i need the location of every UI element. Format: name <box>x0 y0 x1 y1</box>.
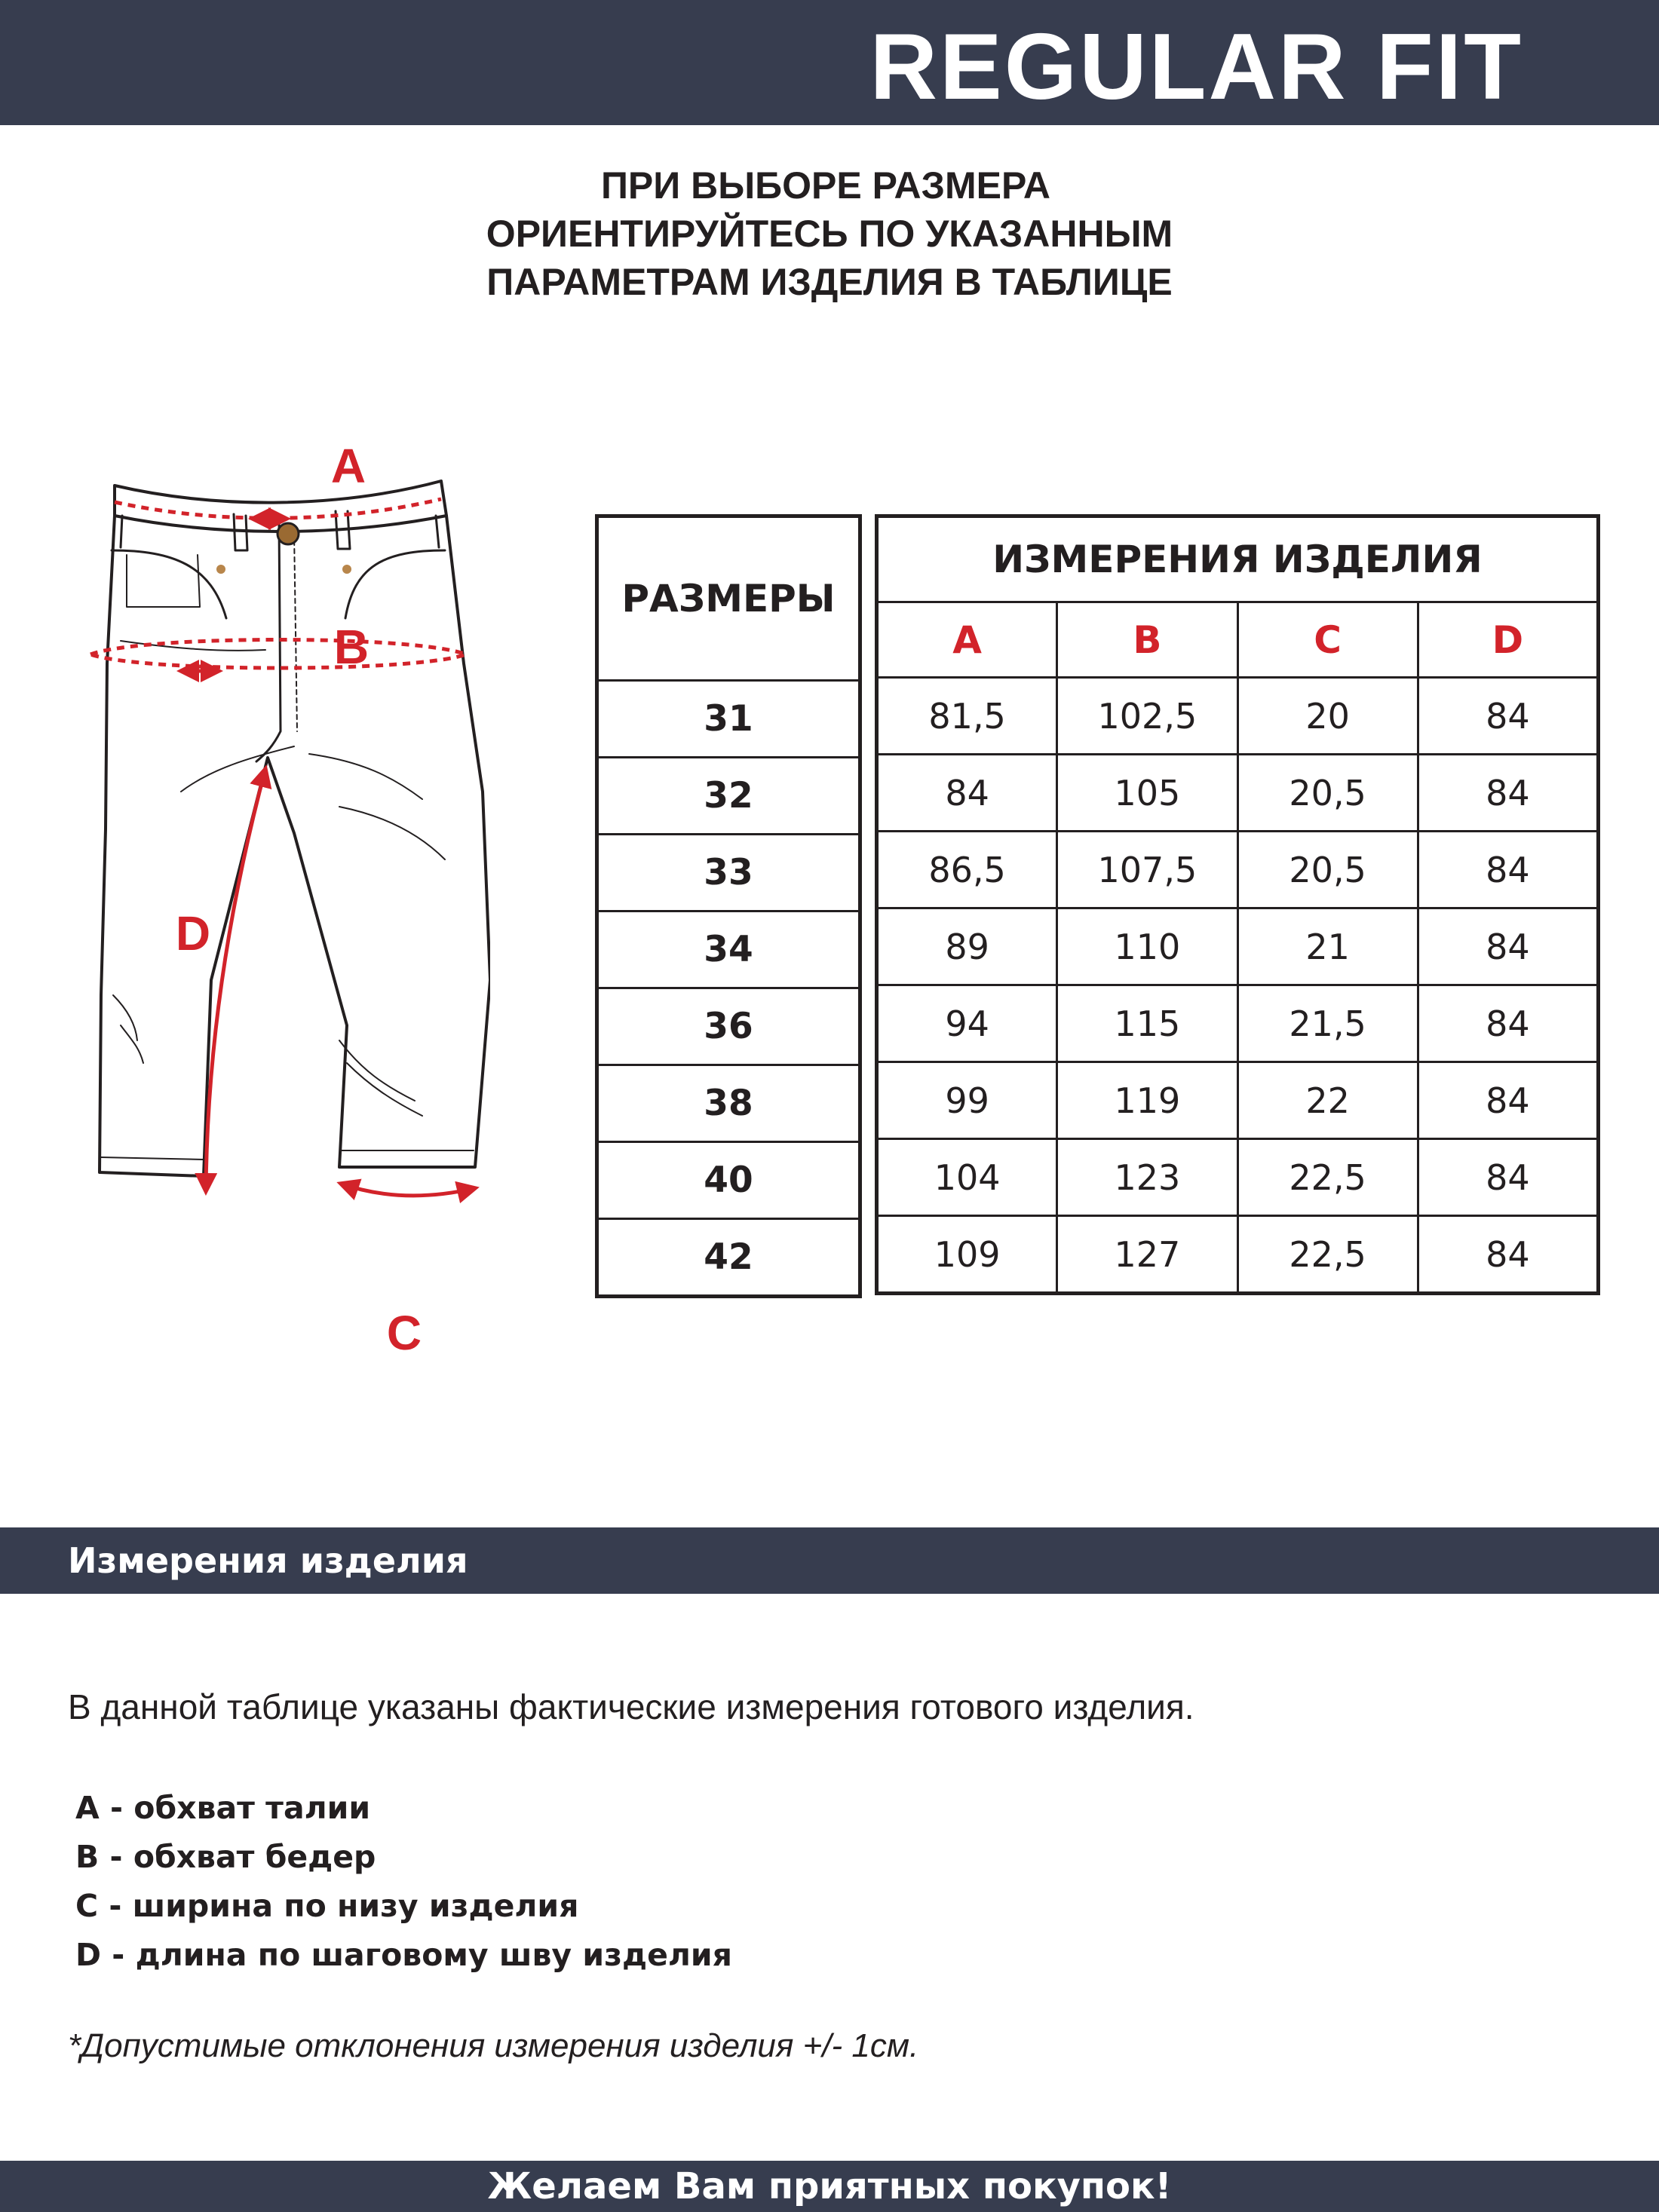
legend-item: C - ширина по низу изделия <box>75 1888 579 1924</box>
rivet-icon <box>342 565 351 574</box>
measurement-cell: 84 <box>1418 1062 1598 1139</box>
measurement-cell: 22,5 <box>1237 1216 1418 1294</box>
instruction-line: ОРИЕНТИРУЙТЕСЬ ПО УКАЗАННЫМ <box>486 213 1173 255</box>
header-band <box>0 0 1659 125</box>
size-instruction <box>0 161 1659 306</box>
table-row <box>877 908 1599 985</box>
size-cell: 31 <box>597 681 860 758</box>
measurement-cell: 21,5 <box>1237 985 1418 1062</box>
column-d-header: D <box>1418 602 1598 678</box>
fit-title: REGULAR FIT <box>869 15 1523 119</box>
marker-d: D <box>175 906 211 960</box>
size-cell: 42 <box>597 1219 860 1297</box>
measurement-cell: 21 <box>1237 908 1418 985</box>
measurement-cell: 84 <box>1418 832 1598 908</box>
measurement-cell: 22 <box>1237 1062 1418 1139</box>
button-icon <box>278 523 299 544</box>
sizes-table <box>595 514 862 1298</box>
measurements-header: ИЗМЕРЕНИЯ ИЗДЕЛИЯ <box>877 516 1599 602</box>
measurement-cell: 119 <box>1057 1062 1237 1139</box>
marker-a: A <box>330 439 366 493</box>
marker-c: C <box>386 1306 422 1360</box>
measurement-cell: 94 <box>877 985 1057 1062</box>
measurement-cell: 84 <box>1418 755 1598 832</box>
size-cell: 32 <box>597 758 860 835</box>
measurement-cell: 84 <box>1418 985 1598 1062</box>
measurement-cell: 86,5 <box>877 832 1057 908</box>
measurement-cell: 89 <box>877 908 1057 985</box>
measurement-cell: 22,5 <box>1237 1139 1418 1216</box>
measurement-cell: 109 <box>877 1216 1057 1294</box>
measurement-cell: 20,5 <box>1237 832 1418 908</box>
size-cell: 36 <box>597 988 860 1065</box>
column-c-header: C <box>1237 602 1418 678</box>
measurement-cell: 105 <box>1057 755 1237 832</box>
measurement-cell: 123 <box>1057 1139 1237 1216</box>
legend-item: D - длина по шаговому шву изделия <box>75 1937 732 1973</box>
instruction-line: ПАРАМЕТРАМ ИЗДЕЛИЯ В ТАБЛИЦЕ <box>486 261 1173 303</box>
measurement-cell: 20,5 <box>1237 755 1418 832</box>
measurement-cell: 104 <box>877 1139 1057 1216</box>
marker-b: B <box>333 620 370 674</box>
measurements-table <box>875 514 1600 1295</box>
table-row <box>877 1139 1599 1216</box>
tolerance-footnote: *Допустимые отклонения измерения изделия +/- 1см. <box>68 2027 919 2064</box>
farewell-text: Желаем Вам приятных покупок! <box>487 2165 1172 2207</box>
measurement-cell: 107,5 <box>1057 832 1237 908</box>
measurement-cell: 20 <box>1237 678 1418 755</box>
jeans-illustration <box>68 437 490 1387</box>
measurement-cell: 84 <box>877 755 1057 832</box>
column-b-header: B <box>1057 602 1237 678</box>
size-cell: 33 <box>597 835 860 911</box>
measurement-cell: 81,5 <box>877 678 1057 755</box>
legend-item: B - обхват бедер <box>75 1839 376 1875</box>
measurement-cell: 127 <box>1057 1216 1237 1294</box>
table-row <box>877 985 1599 1062</box>
size-cell: 38 <box>597 1065 860 1142</box>
measurement-cell: 84 <box>1418 678 1598 755</box>
measurement-cell: 115 <box>1057 985 1237 1062</box>
legend-item: A - обхват талии <box>75 1790 371 1826</box>
table-row <box>877 678 1599 755</box>
measurement-cell: 84 <box>1418 908 1598 985</box>
table-row <box>877 1062 1599 1139</box>
rivet-icon <box>216 565 225 574</box>
instruction-line: ПРИ ВЫБОРЕ РАЗМЕРА <box>600 164 1051 207</box>
measurement-cell: 110 <box>1057 908 1237 985</box>
section-band <box>0 1527 1659 1594</box>
measurement-cell: 84 <box>1418 1139 1598 1216</box>
sizes-header: РАЗМЕРЫ <box>597 516 860 681</box>
footer-band <box>0 2161 1659 2212</box>
measurement-cell: 102,5 <box>1057 678 1237 755</box>
table-row <box>877 1216 1599 1294</box>
description-intro: В данной таблице указаны фактические измерения готового изделия. <box>68 1687 1194 1726</box>
section-title: Измерения изделия <box>68 1540 468 1581</box>
size-cell: 34 <box>597 911 860 988</box>
measurement-cell: 99 <box>877 1062 1057 1139</box>
measurement-legend <box>75 1784 732 1980</box>
size-cell: 40 <box>597 1142 860 1219</box>
measurement-cell: 84 <box>1418 1216 1598 1294</box>
table-row <box>877 832 1599 908</box>
table-row <box>877 755 1599 832</box>
column-a-header: A <box>877 602 1057 678</box>
